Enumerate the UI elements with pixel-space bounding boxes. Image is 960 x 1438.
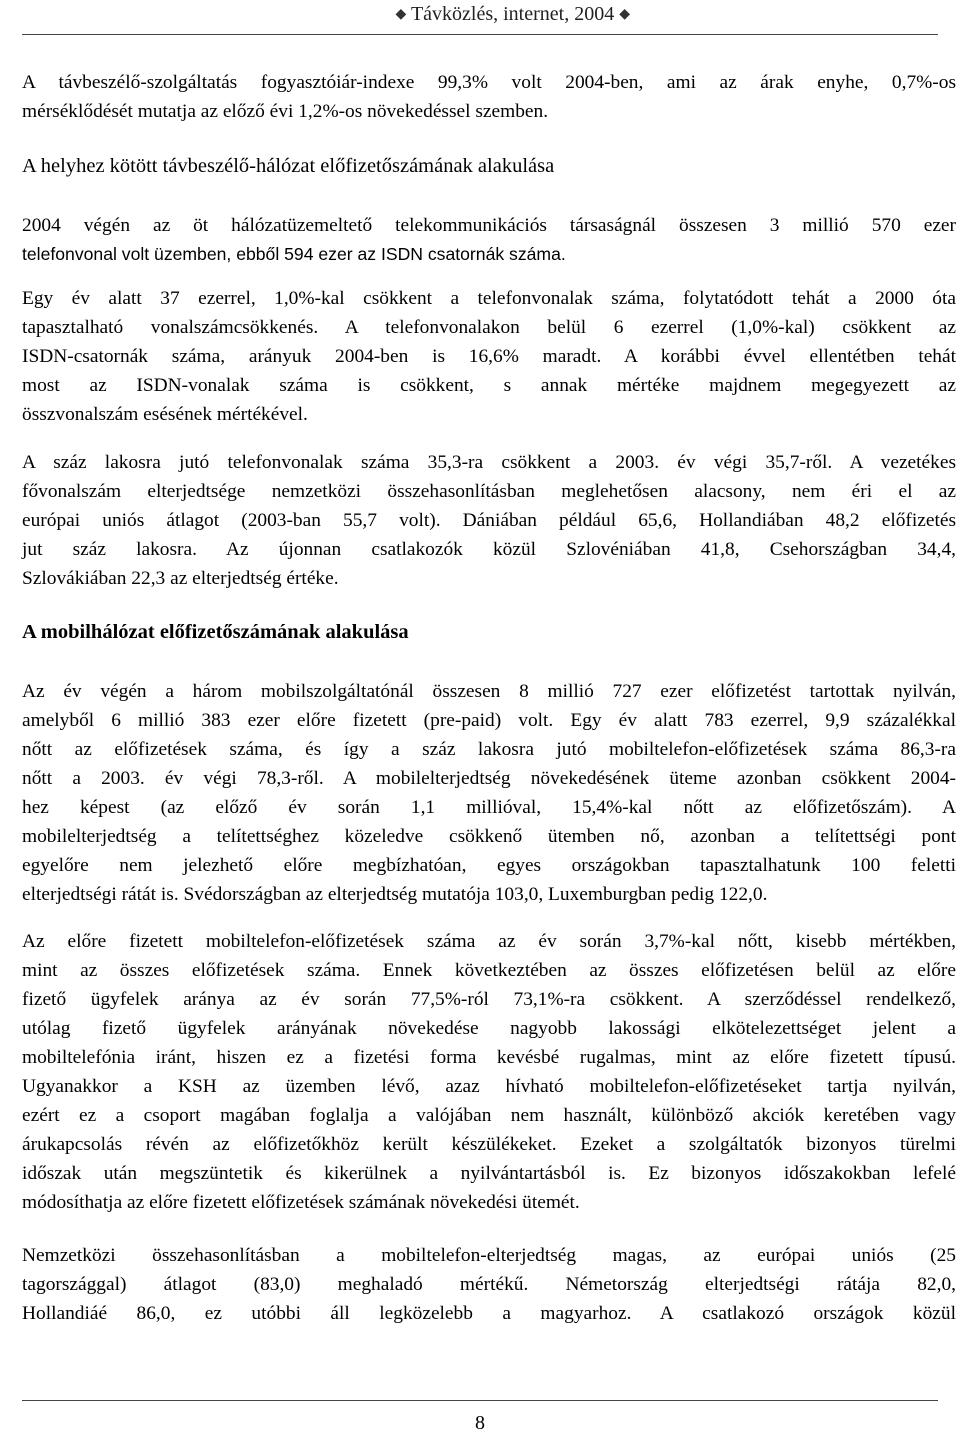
running-header-title: Távközlés, internet, 2004 — [410, 3, 615, 25]
text-line: nőtt az előfizetések száma, és így a száz lakosra jutó mobiltelefon-előfizetések száma 86,3-ra — [22, 739, 956, 760]
text-line: fizető ügyfelek aránya az év során 77,5%-ról 73,1%-ra csökkent. A szerződéssel rendelkező, — [22, 989, 956, 1010]
running-header — [396, 3, 630, 26]
text-line: összvonalszám esésének mértékével. — [22, 404, 308, 425]
text-line: utólag fizető ügyfelek arányának növekedése nagyobb lakossági elkötelezettséget jelent a — [22, 1018, 956, 1039]
text-line: Szlovákiában 22,3 az elterjedtség értéke. — [22, 568, 339, 589]
section-heading-fixed-network: A helyhez kötött távbeszélő-hálózat előfizetőszámának alakulása — [22, 155, 555, 177]
text-line: A távbeszélő-szolgáltatás fogyasztóiár-indexe 99,3% volt 2004-ben, ami az árak enyhe, 0,7%-os — [22, 72, 956, 93]
paragraph-mobile-subscriptions — [22, 677, 956, 909]
paragraph-lines-decrease — [22, 284, 956, 429]
paragraph-prepaid — [22, 927, 956, 1217]
page-number: 8 — [475, 1412, 485, 1434]
text-line: jut száz lakosra. Az újonnan csatlakozók közül Szlovéniában 41,8, Csehországban 34,4, — [22, 539, 956, 560]
text-line: tapasztalható vonalszámcsökkenés. A telefonvonalakon belül 6 ezerrel (1,0%-kal) csökkent az — [22, 317, 956, 338]
diamond-icon: ◆ — [395, 7, 407, 22]
text-line: Egy év alatt 37 ezerrel, 1,0%-kal csökkent a telefonvonalak száma, folytatódott tehát a 2000 óta — [22, 288, 956, 309]
paragraph-lines-per-hundred — [22, 448, 956, 593]
paragraph-price-index — [22, 68, 956, 126]
text-line: elterjedtségi rátát is. Svédországban az elterjedtség mutatója 103,0, Luxemburgban pedig 122,0. — [22, 884, 768, 905]
text-line: ISDN-csatornák száma, arányuk 2004-ben is 16,6% maradt. A korábbi évvel ellentétben tehát — [22, 346, 956, 367]
text-line: 2004 végén az öt hálózatüzemeltető telekommunikációs társaságnál összesen 3 millió 570 ezer — [22, 215, 956, 236]
footer-rule — [22, 1400, 938, 1401]
text-line: hez képest (az előző év során 1,1 millióval, 15,4%-kal nőtt az előfizetőszám). A — [22, 797, 956, 818]
text-line: Az előre fizetett mobiltelefon-előfizetések száma az év során 3,7%-kal nőtt, kisebb mértékben, — [22, 931, 956, 952]
text-line: módosíthatja az előre fizetett előfizetések számának növekedési ütemét. — [22, 1192, 580, 1213]
text-line: most az ISDN-vonalak száma is csökkent, s annak mértéke majdnem megegyezett az — [22, 375, 956, 396]
text-line: telefonvonal volt üzemben, ebből 594 ezer az ISDN csatornák száma. — [22, 244, 566, 264]
paragraph-lines-total — [22, 211, 956, 269]
text-line: nőtt a 2003. év végi 78,3-ről. A mobilelterjedtség növekedésének üteme azonban csökkent 2004- — [22, 768, 956, 789]
text-line: ezért ez a csoport magában foglalja a valójában nem használt, különböző akciók keretében vagy — [22, 1105, 956, 1126]
text-line: időszak után megszüntetik és kikerülnek a nyilvántartásból is. Ez bizonyos időszakokban lefelé — [22, 1163, 956, 1184]
text-line: fővonalszám elterjedtsége nemzetközi összehasonlításban meglehetősen alacsony, nem éri el az — [22, 481, 956, 502]
header-rule — [22, 34, 938, 35]
text-line: Az év végén a három mobilszolgáltatónál összesen 8 millió 727 ezer előfizetést tartottak nyilván, — [22, 681, 956, 702]
text-line: egyelőre nem jelezhető előre megbízhatóan, egyes országokban tapasztalhatunk 100 feletti — [22, 855, 956, 876]
section-heading-mobile-network: A mobilhálózat előfizetőszámának alakulása — [22, 621, 409, 643]
page-header — [0, 0, 960, 32]
text-line: tagországgal) átlagot (83,0) meghaladó mértékű. Németország elterjedtségi rátája 82,0, — [22, 1274, 956, 1295]
text-line: európai uniós átlagot (2003-ban 55,7 volt). Dániában például 65,6, Hollandiában 48,2 előfizetés — [22, 510, 956, 531]
diamond-icon: ◆ — [619, 7, 630, 22]
text-line: mint az összes előfizetések száma. Ennek következtében az összes előfizetésen belül az előre — [22, 960, 956, 981]
text-line: mobiltelefónia iránt, hiszen ez a fizetési forma kevésbé rugalmas, mint az előre fizetett típusú. — [22, 1047, 956, 1068]
text-line: mobilelterjedtség a telítettséghez közeledve csökkenő ütemben nő, azonban a telítettségi pont — [22, 826, 956, 847]
text-line: Ugyanakkor a KSH az üzemben lévő, azaz hívható mobiltelefon-előfizetéseket tartja nyilván, — [22, 1076, 956, 1097]
text-line: mérséklődését mutatja az előző évi 1,2%-os növekedéssel szemben. — [22, 101, 549, 122]
text-line: A száz lakosra jutó telefonvonalak száma 35,3-ra csökkent a 2003. év végi 35,7-ről. A vezetékes — [22, 452, 956, 473]
text-line: Hollandiáé 86,0, ez utóbbi áll legközelebb a magyarhoz. A csatlakozó országok közül — [22, 1303, 956, 1324]
paragraph-international-comparison — [22, 1241, 956, 1328]
text-line: amelyből 6 millió 383 ezer előre fizetett (pre-paid) volt. Egy év alatt 783 ezerrel, 9,9 százalékkal — [22, 710, 956, 731]
text-line: Nemzetközi összehasonlításban a mobiltelefon-elterjedtség magas, az európai uniós (25 — [22, 1245, 956, 1266]
text-line: árukapcsolás révén az előfizetőkhöz került készülékeket. Ezeket a szolgáltatók bizonyos türelmi — [22, 1134, 956, 1155]
